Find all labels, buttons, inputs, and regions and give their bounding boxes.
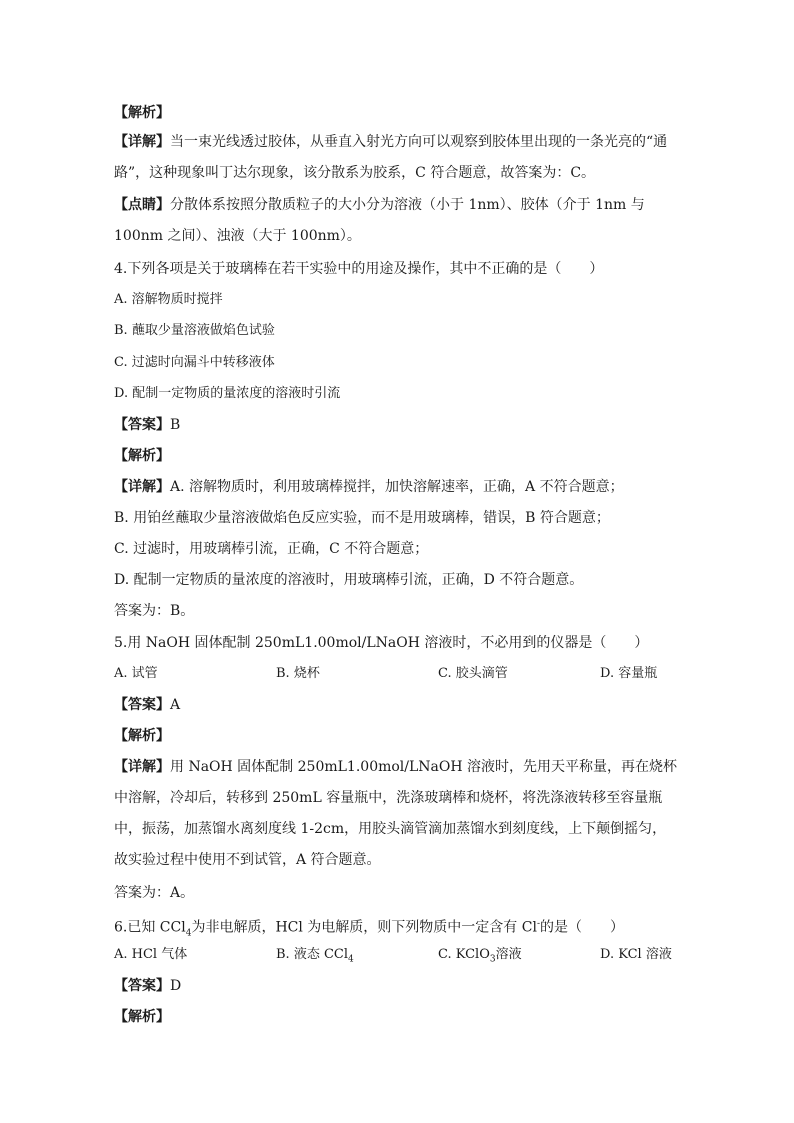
q6-option-d: D. KCl 溶液 xyxy=(600,947,672,962)
q3-dianjing-label: 【点睛】 xyxy=(114,197,170,213)
q6-answer-label: 【答案】 xyxy=(114,978,170,994)
q4-answer xyxy=(114,415,180,435)
q6-option-a: A. HCl 气体 xyxy=(114,947,188,962)
q5-stem: 5.用 NaOH 固体配制 250mL1.00mol/LNaOH 溶液时，不必用到的仪器是（ ） xyxy=(114,635,649,651)
q5-option-a: A. 试管 xyxy=(114,666,158,681)
q3-dianjing xyxy=(114,190,680,252)
q3-jiexi-label: 【解析】 xyxy=(114,105,170,121)
q3-detail-label: 【详解】 xyxy=(114,134,170,150)
q3-detail-text: 当一束光线透过胶体，从垂直入射光方向可以观察到胶体里出现的一条光亮的“通路”，这种现象叫丁达尔现象，该分散系为胶系，C 符合题意，故答案为：C。 xyxy=(114,134,668,181)
q5-answer xyxy=(114,695,180,715)
q3-detail xyxy=(114,127,680,189)
q5-answer-value: A xyxy=(170,697,181,713)
q6-jiexi-label: 【解析】 xyxy=(114,1009,170,1025)
q6-stem: 6.已知 CCl$_4$为非电解质，HCl 为电解质，则下列物质中一定含有 Cl-的是（ ） xyxy=(114,919,624,939)
q5-summary: 答案为：A。 xyxy=(114,885,195,901)
q6-answer xyxy=(114,976,181,996)
q5-detail-label: 【详解】 xyxy=(114,759,170,775)
q6-option-b: B. 液态 CCl$_4$ xyxy=(276,947,354,965)
q5-jiexi-label: 【解析】 xyxy=(114,728,170,744)
q4-detail-line-3: C. 过滤时，用玻璃棒引流，正确，C 不符合题意； xyxy=(114,541,429,557)
q4-detail-label: 【详解】 xyxy=(114,479,170,495)
q4-detail-line-4: D. 配制一定物质的量浓度的溶液时，用玻璃棒引流，正确，D 不符合题意。 xyxy=(114,572,584,588)
q4-detail-line-1: 【详解】A. 溶解物质时，利用玻璃棒搅拌，加快溶解速率，正确，A 不符合题意； xyxy=(114,479,624,495)
q4-answer-value: B xyxy=(170,417,181,433)
q3-dianjing-text: 分散体系按照分散质粒子的大小分为溶液（小于 1nm）、胶体（介于 1nm 与 100nm 之间）、浊液（大于 100nm）。 xyxy=(114,197,645,244)
q4-detail-line-2: B. 用铂丝蘸取少量溶液做焰色反应实验，而不是用玻璃棒，错误，B 符合题意； xyxy=(114,510,610,526)
q5-option-b: B. 烧杯 xyxy=(276,666,320,681)
q4-option-a: A. 溶解物质时搅拌 xyxy=(114,292,223,307)
q5-option-c: C. 胶头滴管 xyxy=(438,666,508,681)
q4-stem: 4.下列各项是关于玻璃棒在若干实验中的用途及操作，其中不正确的是（ ） xyxy=(114,261,604,277)
q5-answer-label: 【答案】 xyxy=(114,697,170,713)
q4-option-b: B. 蘸取少量溶液做焰色试验 xyxy=(114,323,275,338)
q4-summary: 答案为：B。 xyxy=(114,603,195,619)
q4-option-c: C. 过滤时向漏斗中转移液体 xyxy=(114,355,275,370)
q5-option-d: D. 容量瓶 xyxy=(600,666,658,681)
q5-options xyxy=(114,664,680,684)
q4-option-d: D. 配制一定物质的量浓度的溶液时引流 xyxy=(114,386,341,401)
q6-answer-value: D xyxy=(170,978,182,994)
q4-answer-label: 【答案】 xyxy=(114,417,170,433)
q4-jiexi-label: 【解析】 xyxy=(114,448,170,464)
q5-detail-text: 用 NaOH 固体配制 250mL1.00mol/LNaOH 溶液时，先用天平称量，再在烧杯中溶解，冷却后，转移到 250mL 容量瓶中，洗涤玻璃棒和烧杯，将洗涤液转移至容量瓶中，振荡，加蒸馏水离刻度线 1-2cm，用胶头滴管滴加蒸馏水到刻度线，上下颠倒摇匀，故实验过程中使用不到试管，A 符合题意。 xyxy=(114,759,678,868)
q6-options xyxy=(114,945,680,965)
q5-detail xyxy=(114,752,680,876)
q6-option-c: C. KClO$_3$溶液 xyxy=(438,947,522,965)
